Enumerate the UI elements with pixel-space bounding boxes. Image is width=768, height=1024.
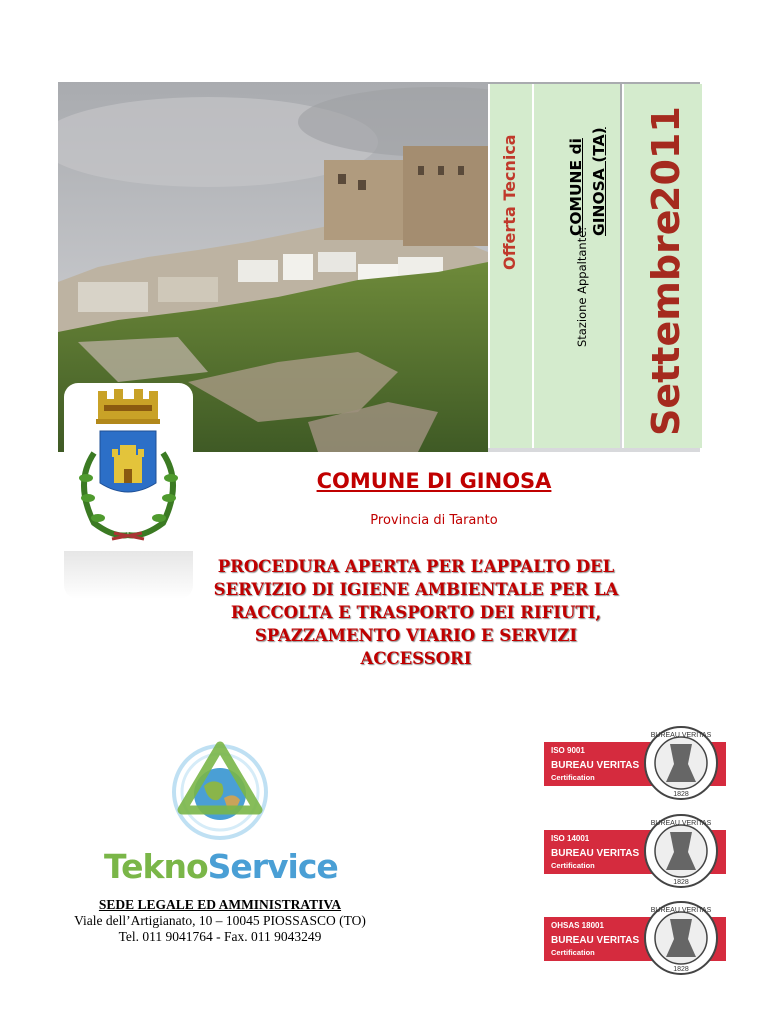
- sede-address: Viale dell’Artigianato, 10 – 10045 PIOSSASCO (TO): [74, 913, 366, 928]
- sede-block: [60, 897, 380, 945]
- stazione-value-line2: GINOSA (TA): [590, 127, 608, 236]
- procedure-line-4: SPAZZAMENTO VIARIO E SERVIZI: [254, 626, 578, 645]
- cert-iso-9001: ISO 9001 BUREAU VERITAS Certification BUREAU VERITAS 1828: [544, 732, 726, 794]
- stazione-panel: [532, 84, 620, 448]
- date-month: Settembre: [644, 209, 688, 436]
- procedure-line-3: RACCOLTA E TRASPORTO DEI RIFIUTI,: [230, 603, 602, 622]
- provincia-text: Provincia di Taranto: [370, 513, 498, 528]
- svg-text:1828: 1828: [673, 879, 689, 886]
- coat-of-arms-reflection: [64, 551, 193, 599]
- coat-of-arms: [64, 383, 193, 551]
- cert-iso-14001: ISO 14001 BUREAU VERITAS Certification BUREAU VERITAS 1828: [544, 820, 726, 882]
- svg-text:BUREAU VERITAS: BUREAU VERITAS: [650, 732, 712, 739]
- offerta-panel: [488, 84, 532, 448]
- svg-text:1828: 1828: [673, 791, 689, 798]
- date-panel: [622, 84, 702, 448]
- procedure-title: [196, 555, 636, 670]
- stazione-value-line1: COMUNE di: [567, 138, 585, 236]
- svg-text:BUREAU VERITAS: BUREAU VERITAS: [650, 820, 712, 827]
- bureau-veritas-seal-icon: [640, 724, 722, 802]
- procedure-line-2: SERVIZIO DI IGIENE AMBIENTALE PER LA: [213, 580, 619, 599]
- svg-text:BUREAU VERITAS: BUREAU VERITAS: [650, 907, 712, 914]
- bureau-veritas-seal-icon: [640, 899, 722, 977]
- offerta-tecnica-text: Offerta Tecnica: [500, 134, 519, 270]
- teknoservice-wordmark: TeknoService: [104, 847, 338, 886]
- stazione-label: Stazione Appaltante:: [575, 226, 589, 347]
- sede-title: SEDE LEGALE ED AMMINISTRATIVA: [98, 897, 342, 912]
- comune-title: COMUNE DI GINOSA: [316, 469, 552, 493]
- cert-ohsas-18001: OHSAS 18001 BUREAU VERITAS Certification BUREAU VERITAS 1828: [544, 907, 726, 969]
- bureau-veritas-seal-icon: [640, 812, 722, 890]
- svg-text:1828: 1828: [673, 966, 689, 973]
- date-year: 2011: [644, 106, 688, 212]
- sede-contacts: Tel. 011 9041764 - Fax. 011 9043249: [118, 929, 322, 944]
- procedure-line-5: ACCESSORI: [360, 649, 472, 668]
- procedure-line-1: PROCEDURA APERTA PER L’APPALTO DEL: [217, 557, 615, 576]
